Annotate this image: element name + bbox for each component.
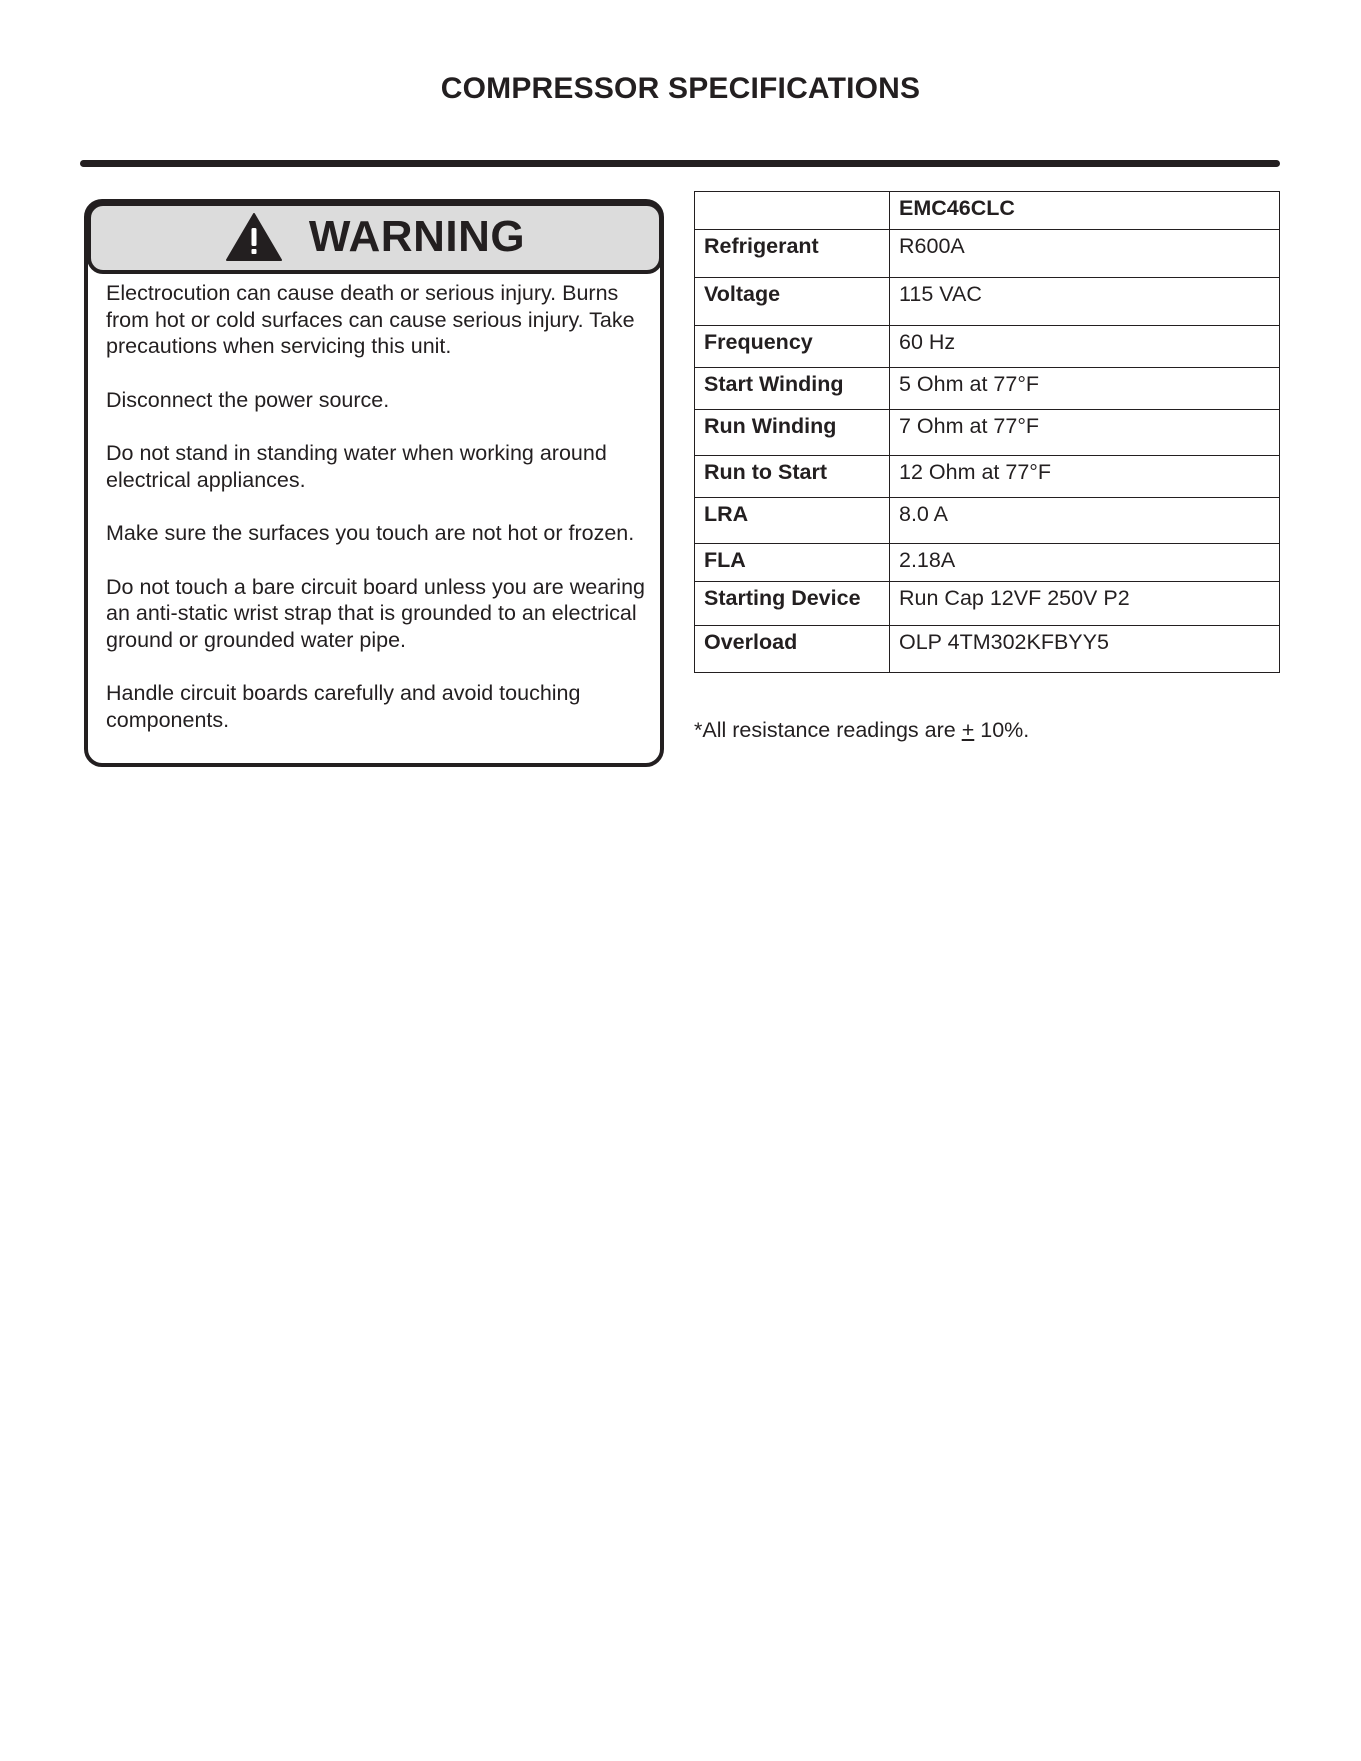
spec-label: Start Winding [695,368,890,410]
warning-box [84,199,664,767]
table-row [695,368,1280,410]
table-row [695,230,1280,278]
compressor-spec-table [694,191,1280,673]
spec-value: 7 Ohm at 77°F [890,410,1280,456]
table-header-model: EMC46CLC [890,192,1280,230]
warning-body [106,280,654,733]
spec-value: Run Cap 12VF 250V P2 [890,582,1280,626]
spec-value: 8.0 A [890,498,1280,544]
table-header-label [695,192,890,230]
spec-label: LRA [695,498,890,544]
spec-label: Starting Device [695,582,890,626]
table-row [695,626,1280,673]
warning-paragraph: Do not stand in standing water when working around electrical appliances. [106,441,607,492]
spec-label: Refrigerant [695,230,890,278]
spec-value: OLP 4TM302KFBYY5 [890,626,1280,673]
spec-value: R600A [890,230,1280,278]
spec-value: 60 Hz [890,326,1280,368]
table-row [695,544,1280,582]
spec-label: Run to Start [695,456,890,498]
resistance-footnote [694,718,1029,743]
spec-value: 115 VAC [890,278,1280,326]
warning-paragraph: Make sure the surfaces you touch are not hot or frozen. [106,521,635,545]
footnote-prefix: *All resistance readings are [694,718,962,742]
spec-label: FLA [695,544,890,582]
page-title: COMPRESSOR SPECIFICATIONS [440,72,921,105]
warning-paragraph: Do not touch a bare circuit board unless you are wearing an anti-static wrist strap that is grounded to an electrical ground or grounded water pipe. [106,574,646,652]
table-row [695,410,1280,456]
warning-paragraph: Handle circuit boards carefully and avoid touching components. [106,681,581,732]
table-row [695,456,1280,498]
header-divider [80,160,1280,167]
warning-paragraph: Electrocution can cause death or serious injury. Burns from hot or cold surfaces can cause serious injury. Take precautions when servicing this unit. [106,281,635,358]
spec-label: Run Winding [695,410,890,456]
table-row [695,498,1280,544]
spec-label: Overload [695,626,890,673]
spec-value: 12 Ohm at 77°F [890,456,1280,498]
table-row [695,278,1280,326]
table-row [695,582,1280,626]
warning-header [87,202,663,274]
spec-label: Frequency [695,326,890,368]
spec-value: 2.18A [890,544,1280,582]
table-header-row [695,192,1280,230]
spec-value: 5 Ohm at 77°F [890,368,1280,410]
warning-triangle-icon [225,212,283,262]
spec-label: Voltage [695,278,890,326]
warning-paragraph: Disconnect the power source. [106,387,390,412]
table-row [695,326,1280,368]
warning-title: WARNING [308,212,526,261]
footnote-suffix: 10%. [974,718,1030,742]
plus-minus-symbol: + [961,718,975,742]
